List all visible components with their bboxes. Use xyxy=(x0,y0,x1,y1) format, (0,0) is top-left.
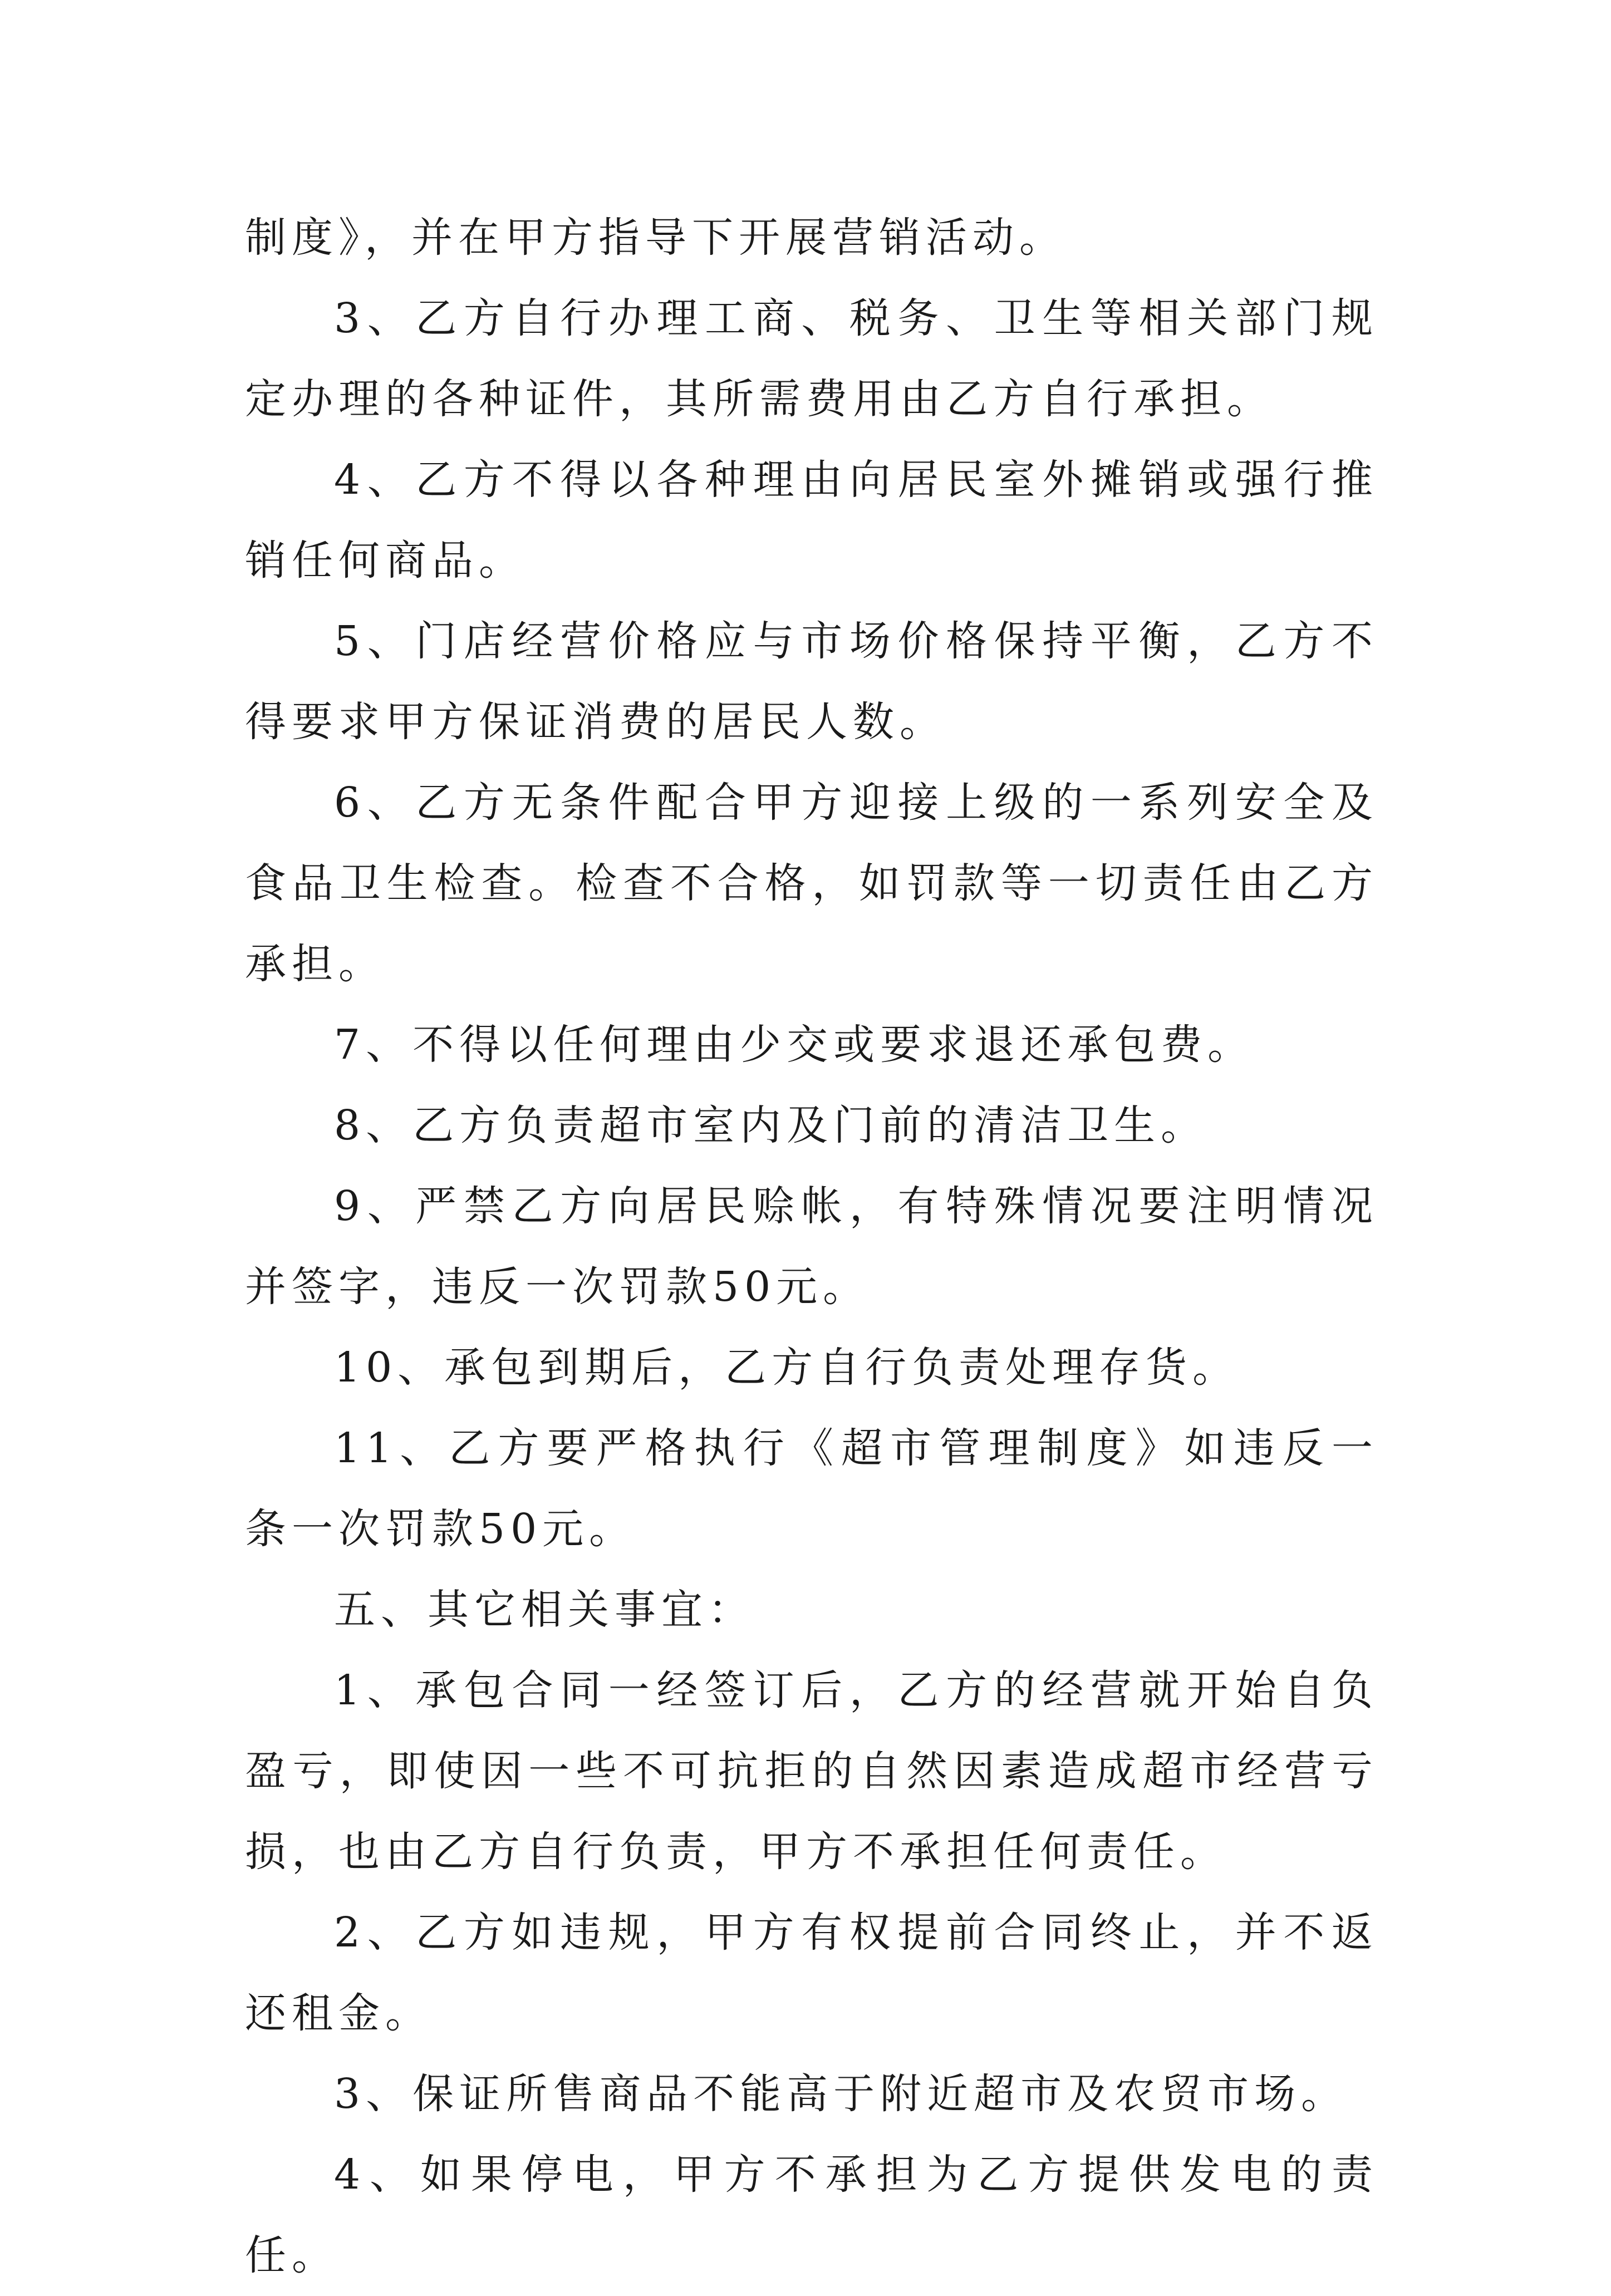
paragraph: 6、乙方无条件配合甲方迎接上级的一系列安全及食品卫生检查。检查不合格，如罚款等一切责任由乙方承担。 xyxy=(245,779,1378,988)
paragraph: 2、乙方如违规，甲方有权提前合同终止，并不返还租金。 xyxy=(245,1909,1378,2037)
paragraph: 3、乙方自行办理工商、税务、卫生等相关部门规定办理的各种证件，其所需费用由乙方自行承担。 xyxy=(245,294,1378,423)
document-body xyxy=(245,198,1378,2296)
paragraph: 10、承包到期后，乙方自行负责处理存货。 xyxy=(334,1344,1240,1392)
paragraph: 1、承包合同一经签订后，乙方的经营就开始自负盈亏，即使因一些不可抗拒的自然因素造成超市经营亏损，也由乙方自行负责，甲方不承担任何责任。 xyxy=(245,1666,1378,1876)
paragraph: 8、乙方负责超市室内及门前的清洁卫生。 xyxy=(334,1102,1208,1149)
paragraph: 4、乙方不得以各种理由向居民室外摊销或强行推销任何商品。 xyxy=(245,456,1378,584)
paragraph: 11、乙方要严格执行《超市管理制度》如违反一条一次罚款50元。 xyxy=(245,1424,1378,1553)
paragraph: 3、保证所售商品不能高于附近超市及农贸市场。 xyxy=(334,2070,1348,2118)
section-heading: 五、其它相关事宜： xyxy=(334,1586,755,1634)
paragraph: 9、严禁乙方向居民赊帐，有特殊情况要注明情况并签字，违反一次罚款50元。 xyxy=(245,1182,1378,1311)
paragraph: 制度》，并在甲方指导下开展营销活动。 xyxy=(245,214,1066,262)
paragraph: 7、不得以任何理由少交或要求退还承包费。 xyxy=(334,1021,1255,1069)
paragraph: 5、门店经营价格应与市场价格保持平衡，乙方不得要求甲方保证消费的居民人数。 xyxy=(245,617,1378,746)
paragraph: 4、如果停电，甲方不承担为乙方提供发电的责任。 xyxy=(245,2151,1378,2279)
